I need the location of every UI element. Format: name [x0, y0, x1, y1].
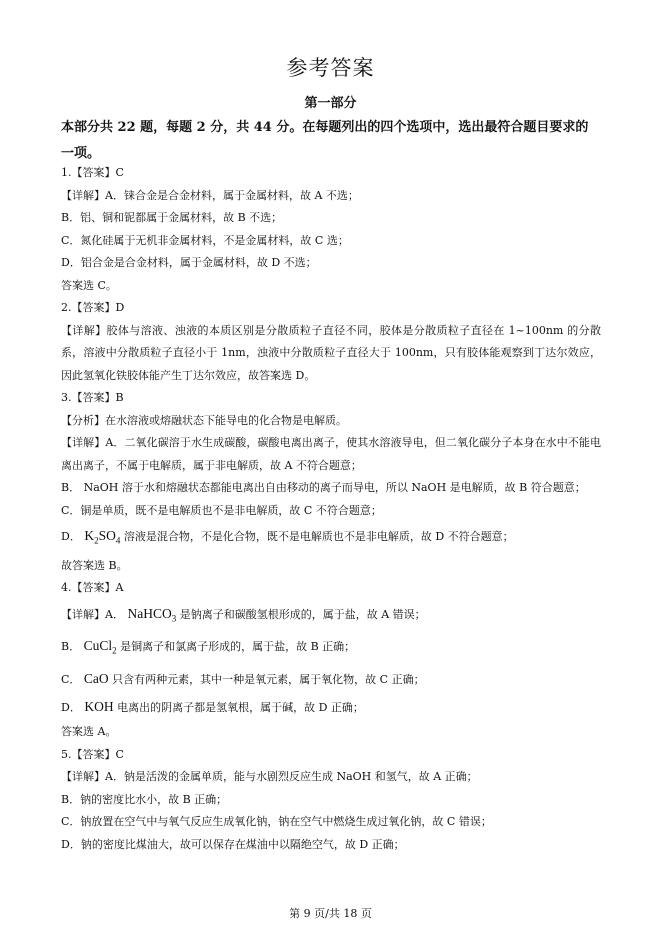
- q4-detail-d-prefix: D．: [61, 701, 81, 715]
- page-number: 第 9 页/共 18 页: [289, 907, 372, 920]
- q2-answer: 2.【答案】D: [61, 301, 125, 314]
- q1-answer: 1.【答案】C: [61, 166, 124, 179]
- q3-answer: 3.【答案】B: [61, 391, 124, 404]
- q5-answer: 5.【答案】C: [61, 747, 124, 761]
- cucl2-formula: CuCl$_2$: [83, 638, 117, 657]
- q4-detail-a-text: 是钠离子和碳酸氢根形成的，属于盐，故 A 错误；: [179, 607, 426, 621]
- q4-detail-a-prefix: 【详解】A．: [61, 607, 124, 621]
- q4-detail-c-text: 只含有两种元素，其中一种是氧元素，属于氧化物，故 C 正确；: [112, 673, 425, 687]
- q5-detail-d: D．钠的密度比煤油大，故可以保存在煤油中以隔绝空气，故 D 正确；: [61, 837, 405, 851]
- q4-detail-b-text: 是铜离子和氯离子形成的，属于盐，故 B 正确；: [120, 640, 356, 654]
- q3-detail-d-text: 溶液是混合物，不是化合物，既不是电解质也不是非电解质，故 D 不符合题意；: [123, 530, 514, 543]
- q3-detail-c: C．铜是单质，既不是电解质也不是非电解质，故 C 不符合题意；: [61, 503, 382, 517]
- koh-formula: KOH: [84, 699, 114, 715]
- q1-detail-d: D．铝合金是合金材料，属于金属材料，故 D 不选；: [61, 256, 317, 269]
- q1-detail-b: B．铝、铜和铌都属于金属材料，故 B 不选；: [61, 211, 283, 224]
- q4-detail-d: [61, 693, 601, 721]
- q3-analysis: 【分析】在水溶液或熔融状态下能导电的化合物是电解质。: [61, 413, 347, 427]
- q3-detail-a: 【详解】A．二氧化碳溶于水生成碳酸，碳酸电离出离子，使其水溶液导电，但二氧化碳分子本身在水中不能电离出离子，不属于电解质，属于非电解质，故 A 不符合题意；: [61, 436, 601, 472]
- section-heading: 第一部分: [304, 96, 357, 111]
- q4-detail-b-prefix: B．: [61, 640, 81, 654]
- q4-final: 答案选 A。: [61, 725, 117, 739]
- q5-detail-a: 【详解】A．钠是活泼的金属单质，能与水剧烈反应生成 NaOH 和氢气，故 A 正确；: [61, 770, 478, 784]
- q1-detail-a: 【详解】A．铼合金是合金材料，属于金属材料，故 A 不选；: [61, 188, 359, 202]
- q2-detail: 【详解】胶体与溶液、浊液的本质区别是分散质粒子直径不同，胶体是分散质粒子直径在 1~100nm 的分散系，溶液中分散质粒子直径小于 1nm，浊液中分散质粒子直径大于 100nm，只有胶体能观察到丁达尔效应，因此氢氧化铁胶体能产生丁达尔效应，故答案选 D。: [61, 323, 601, 382]
- q1-final: 答案选 C。: [61, 278, 117, 292]
- q5-detail-c: C．钠放置在空气中与氧气反应生成氧化钠，钠在空气中燃烧生成过氧化钠，故 C 错误；: [61, 815, 492, 829]
- answer-body: [61, 162, 601, 856]
- q5-detail-b: B．钠的密度比水小，故 B 正确；: [61, 792, 228, 806]
- k2so4-formula: $K_2SO_4$: [84, 528, 121, 546]
- page-title: 参考答案: [286, 56, 375, 80]
- q3-final: 故答案选 B。: [61, 558, 128, 572]
- q4-detail-d-text: 电离出的阴离子都是氢氧根，属于碱，故 D 正确；: [117, 701, 364, 715]
- q1-detail-c: C．氮化硅属于无机非金属材料，不是金属材料，故 C 选；: [61, 233, 349, 247]
- q4-detail-b: [61, 632, 601, 665]
- q4-detail-c-prefix: C．: [61, 673, 81, 687]
- cao-formula: CaO: [83, 671, 109, 687]
- q4-detail-c: [61, 665, 601, 693]
- q3-detail-d-prefix: D．: [61, 530, 81, 543]
- q4-answer: 4.【答案】A: [61, 581, 124, 595]
- q3-detail-b: B． NaOH 溶于水和熔融状态都能电离出自由移动的离子而导电，所以 NaOH 是电解质，故 B 符合题意；: [61, 481, 586, 494]
- q4-detail-a: [61, 600, 601, 633]
- nahco3-formula: NaHCO$_3$: [127, 605, 177, 624]
- section-instructions: 本部分共 22 题，每题 2 分，共 44 分。在每题列出的四个选项中，选出最符合题目要求的一项。: [61, 120, 589, 161]
- q3-detail-d: [61, 522, 601, 555]
